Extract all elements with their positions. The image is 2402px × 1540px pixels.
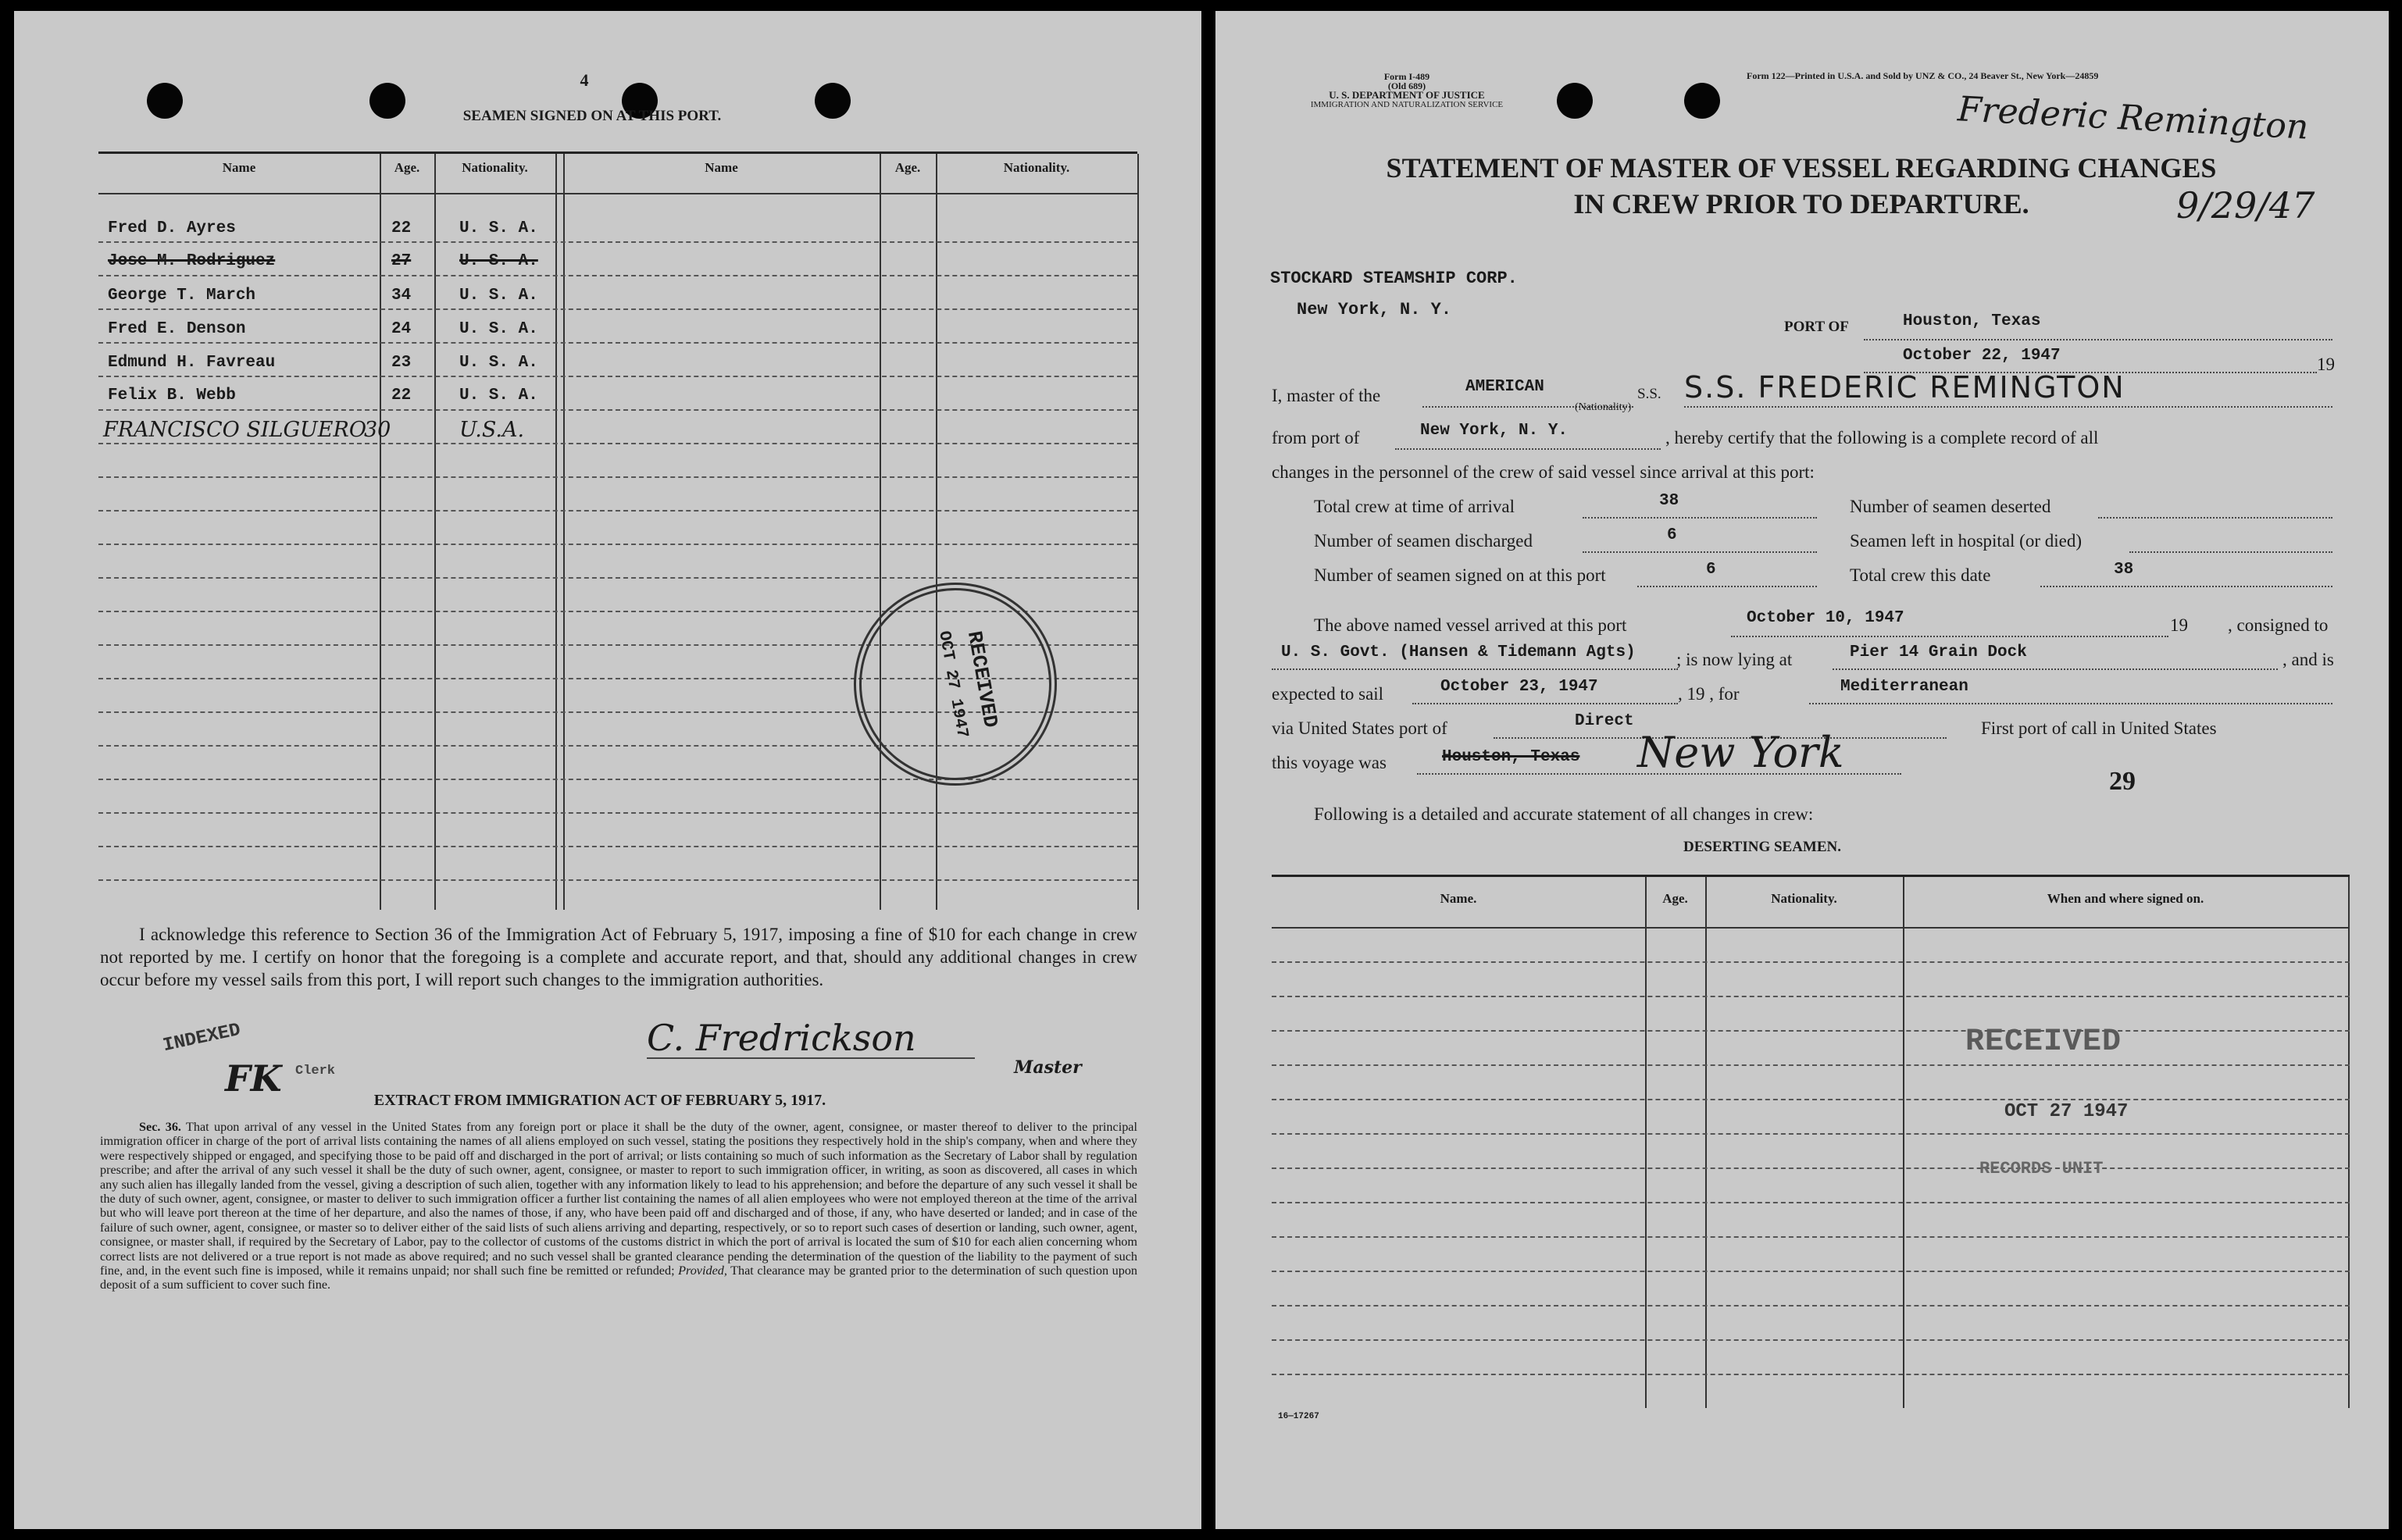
table-row-line [1272,1030,2350,1032]
table-row-line [1272,961,2350,963]
handwritten-number: 29 [2109,767,2136,796]
col-header-age: Age. [394,160,420,175]
company-name: STOCKARD STEAMSHIP CORP. [1270,269,1518,288]
punch-hole [1684,83,1720,119]
extract-section-36: Sec. 36. That upon arrival of any vessel in the United States from any foreign port or place it shall be the duty of the owner, agent, consignee, or master thereof to deliver to the principal immigration officer in charge of the port of arrival lists containing the names of all aliens employed on such vessel, stating the positions they respectively hold in the ship's company, when and where they were respectively shipped or engaged, and specifying those to be paid off and discharged in the port of arrival; or lists containing so much of such information as the Secretary of Labor shall by regulation prescribe; and after the arrival of any such vessel it shall be the duty of such owner, agent, consignee, or master to report to such immigration officer, in writing, as soon as discovered, all cases in which any such alien has illegally landed from the vessel, giving a description of such alien, together with any information likely to lead to his apprehension; and before the departure of any such vessel it shall be the duty of such owner, agent, consignee, or master to deliver to such immigration officer a further list containing the names of all alien employees who were not employed thereon at the time of the arrival but who will leave port thereon at the time of her departure, and also the names of those, if any, who have been paid off and discharged and of those, if any, who have deserted or landed; and in case of the failure of such owner, agent, consignee, or master so to deliver either of the said lists of such aliens arriving and departing, respectively, or so to report such cases of desertion or landing, such owner, agent, consignee, or master shall, if required by the Secretary of Labor, pay to the collector of customs of the customs district in which the port of arrival is located the sum of $10 for each alien concerning whom correct lists are not delivered or a true report is not made as above required; and no such vessel shall be granted clearance pending the determination of the question of the liability to the payment of such fine, and, in the event such fine is imposed, while it remains unpaid; nor shall such fine be remitted or refunded; Provided, That clearance may be granted prior to the determination of such question upon deposit of a sum sufficient to cover such fine. [100,1120,1138,1292]
crew-nationality: U. S. A. [459,287,538,305]
voyage-label: this voyage was [1272,753,1387,772]
table-row-line [98,510,1137,512]
crew-name: Edmund H. Favreau [108,354,276,372]
and-is: , and is [2282,650,2334,669]
table-row-line [98,275,1137,276]
table-row-line [1272,1167,2350,1169]
crew-nationality: U. S. A. [459,252,538,270]
punch-hole [1557,83,1593,119]
port-label: PORT OF [1784,319,1849,335]
clerk-initials: FK [225,1057,282,1100]
clerk-label: Clerk [295,1064,336,1078]
nationality-value: AMERICAN [1465,378,1544,396]
col-header-nationality-2: Nationality. [1003,160,1070,175]
col-header-nationality: Nationality. [1771,891,1837,906]
page-number: 4 [580,70,589,90]
table-row-line [98,342,1137,344]
table-row-line [98,241,1137,243]
certify-text: , hereby certify that the following is a complete record of all [1665,428,2099,447]
extract-title: EXTRACT FROM IMMIGRATION ACT OF FEBRUARY 5, 1917. [373,1092,826,1109]
port-value: Houston, Texas [1903,312,2041,330]
table-row-line [98,577,1137,579]
form-title-line1: STATEMENT OF MASTER OF VESSEL REGARDING CHANGES [1386,152,2217,184]
table-row-line [1272,1236,2350,1238]
total-crew-arrival-label: Total crew at time of arrival [1314,497,1515,516]
lying-label: ; is now lying at [1676,650,1793,669]
table-row-line [1272,996,2350,997]
crew-name: George T. March [108,287,256,305]
following-text: Following is a detailed and accurate statement of all changes in crew: [1314,804,1814,824]
indexed-stamp: INDEXED [161,1019,243,1057]
crew-age: 22 [391,219,412,237]
table-row-line [1272,1064,2350,1066]
col-header-nationality: Nationality. [462,160,528,175]
table-row-line [1272,1202,2350,1203]
expected-value: October 23, 1947 [1440,678,1598,696]
crew-age-handwritten: 30 [364,418,391,442]
crew-name: Fred D. Ayres [108,219,236,237]
deserted-label: Number of seamen deserted [1850,497,2051,516]
table-row-line [1272,1133,2350,1135]
via-label: via United States port of [1272,718,1447,738]
acknowledgement-text: I acknowledge this reference to Section 36 of the Immigration Act of February 5, 1917, imposing a fine of $10 for each change in crew not reported by me. I certify on honor that the foregoing is a complete and accurate report, and that, should any additional changes in crew occur before my vessel sails from this port, I will report such changes to the immigration authorities. [100,925,1137,989]
crew-nationality: U. S. A. [459,219,538,237]
table-row-line [98,476,1137,478]
deserting-title: DESERTING SEAMEN. [1683,839,1842,855]
records-unit-stamp: RECORDS UNIT [1979,1159,2104,1178]
crew-name: Felix B. Webb [108,387,236,405]
total-this-date-value: 38 [2114,561,2134,579]
crew-nationality: U. S. A. [459,354,538,372]
master-of-label: I, master of the [1272,386,1381,405]
via-value: Direct [1575,712,1634,730]
consigned-label: , consigned to [2228,615,2329,635]
consignee-value: U. S. Govt. (Hansen & Tidemann Agts) [1281,643,1636,661]
total-crew-arrival-value: 38 [1659,492,1679,510]
crew-name: Fred E. Denson [108,320,246,338]
col-header-age: Age. [1662,891,1688,906]
discharged-label: Number of seamen discharged [1314,531,1533,551]
table-row-line [1272,1339,2350,1341]
deserting-seamen-table [1272,875,2350,1408]
col-header-when-where: When and where signed on. [2047,891,2204,906]
for-label: , 19 , for [1678,684,1740,704]
total-this-date-label: Total crew this date [1850,565,1991,585]
table-row-line [98,544,1137,545]
col-header-age-2: Age. [894,160,921,175]
master-label: Master [1014,1057,1082,1078]
punch-hole [147,83,183,119]
table-row-line [1272,1374,2350,1375]
hospital-label: Seamen left in hospital (or died) [1850,531,2083,551]
master-signature: C. Fredrickson [647,1017,916,1059]
date-value: October 22, 1947 [1903,347,2061,365]
arrived-value: October 10, 1947 [1747,609,1904,627]
table-row-line [1272,1305,2350,1307]
table-row-line [1272,1271,2350,1272]
col-header-name: Name [222,160,256,175]
seamen-signed-on-title: SEAMEN SIGNED ON AT THIS PORT. [462,108,722,124]
arrived-label: The above named vessel arrived at this port [1314,615,1627,635]
left-page [14,11,1201,1529]
ss-label: S.S. [1637,386,1661,402]
crew-name-struck: Jose M. Rodriguez [108,252,276,270]
expected-label: expected to sail [1272,684,1384,704]
from-port-value: New York, N. Y. [1420,422,1569,440]
table-row-line [98,308,1137,310]
voyage-handwritten: New York [1637,728,1844,777]
col-header-name-2: Name [705,160,738,175]
form-title-line2: IN CREW PRIOR TO DEPARTURE. [1573,188,2029,219]
table-row-line [98,409,1137,411]
received-round-stamp: RECEIVED OCT 27 1947 [837,566,1073,801]
signed-on-label: Number of seamen signed on at this port [1314,565,1606,585]
form-id: Form I-489 (Old 689) U. S. DEPARTMENT OF JUSTICE IMMIGRATION AND NATURALIZATION SERVICE [1310,71,1504,109]
vessel-name: S.S. FREDERIC REMINGTON [1684,370,2125,405]
received-date-stamp: OCT 27 1947 [2004,1101,2129,1122]
table-row-line [1272,1099,2350,1100]
lying-value: Pier 14 Grain Dock [1850,643,2027,661]
crew-age: 23 [391,354,412,372]
right-page [1215,11,2389,1529]
col-header-name: Name. [1440,891,1477,906]
crew-nationality: U. S. A. [459,320,538,338]
arrived-19: 19 [2170,615,2188,635]
date-suffix: 19 [2317,355,2335,374]
first-port-label: First port of call in United States [1981,718,2217,738]
crew-age: 22 [391,387,412,405]
crew-age: 34 [391,287,412,305]
voyage-struck-value: Houston, Texas [1442,748,1580,766]
crew-name-handwritten: FRANCISCO SILGUERO [103,418,366,442]
crew-age: 24 [391,320,412,338]
signed-on-value: 6 [1706,561,1716,579]
handwritten-date: 9/29/47 [2176,184,2315,226]
company-city: New York, N. Y. [1297,300,1452,319]
received-stamp: RECEIVED [1965,1025,2122,1060]
crew-table [98,152,1137,910]
from-port-label: from port of [1272,428,1360,447]
for-value: Mediterranean [1840,678,1968,696]
changes-text: changes in the personnel of the crew of said vessel since arrival at this port: [1272,462,1815,482]
footer-code: 16—17267 [1278,1412,1319,1421]
table-row-line [98,812,1137,814]
discharged-value: 6 [1667,526,1677,544]
printer-note: Form 122—Printed in U.S.A. and Sold by UNZ & CO., 24 Beaver St., New York—24859 [1747,70,2099,81]
table-row-line [98,376,1137,377]
crew-nationality-handwritten: U.S.A. [459,418,525,442]
nationality-label: (Nationality) [1575,401,1632,413]
table-row-line [98,879,1137,881]
handwritten-vessel-name: Frederic Remington [1956,89,2310,148]
signature-line [647,1057,975,1059]
table-row-line [98,443,1137,444]
punch-hole [815,83,851,119]
table-row-line [98,846,1137,847]
crew-nationality: U. S. A. [459,387,538,405]
crew-age: 27 [391,252,412,270]
